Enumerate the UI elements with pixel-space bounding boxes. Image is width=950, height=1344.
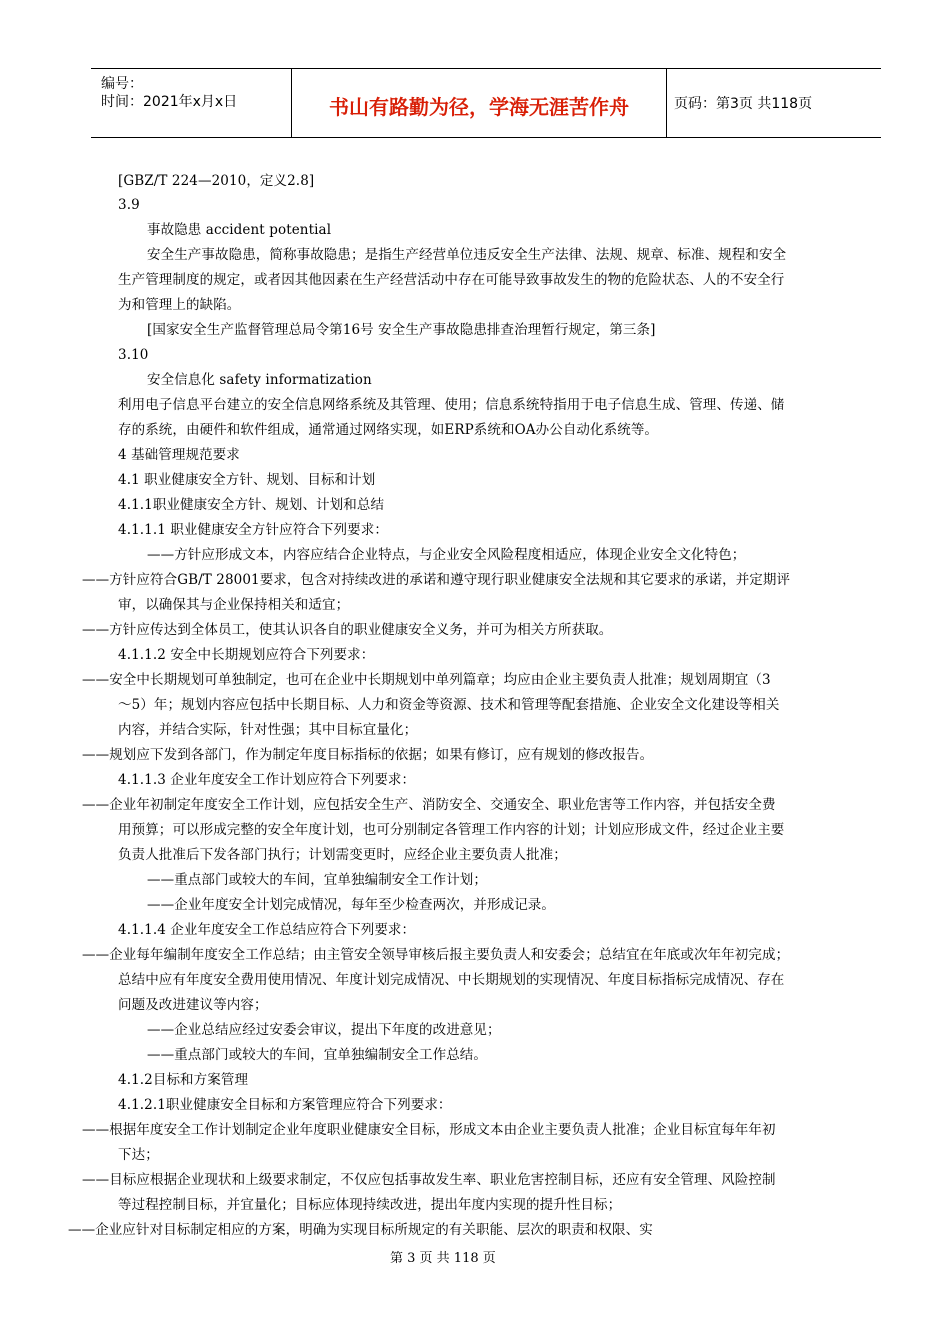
body-line: 4.1.1.1 职业健康安全方针应符合下列要求： (118, 522, 388, 538)
body-line: 4.1.2目标和方案管理 (118, 1072, 249, 1088)
body-line: 3.10 (118, 347, 149, 363)
body-line: ——企业每年编制年度安全工作总结；由主管安全领导审核后报主要负责人和安委会；总结宜在年底或次年年初完成； (82, 947, 790, 963)
body-line: 4.1.2.1职业健康安全目标和方案管理应符合下列要求： (118, 1097, 452, 1113)
serial-label: 编号： (101, 76, 143, 92)
body-line: ——重点部门或较大的车间，宜单独编制安全工作计划； (147, 872, 487, 888)
body-line: ——企业应针对目标制定相应的方案，明确为实现目标所规定的有关职能、层次的职责和权限、实 (68, 1222, 653, 1238)
body-line: 用预算；可以形成完整的安全年度计划，也可分别制定各管理工作内容的计划；计划应形成文件，经过企业主要 (118, 822, 785, 838)
body-line: 安全生产事故隐患，简称事故隐患；是指生产经营单位违反安全生产法律、法规、规章、标准、规程和安全 (147, 247, 787, 263)
body-line: 总结中应有年度安全费用使用情况、年度计划完成情况、中长期规划的实现情况、年度目标指标完成情况、存在 (118, 972, 785, 988)
body-line: ——安全中长期规划可单独制定，也可在企业中长期规划中单列篇章；均应由企业主要负责人批准；规划周期宜（3 (82, 672, 771, 688)
time-label: 时间：2021年x月x日 (101, 94, 238, 110)
body-line: ～5）年；规划内容应包括中长期目标、人力和资金等资源、技术和管理等配套措施、企业安全文化建设等相关 (118, 697, 780, 713)
body-line: ——根据年度安全工作计划制定企业年度职业健康安全目标，形成文本由企业主要负责人批准；企业目标宜每年年初 (82, 1122, 776, 1138)
body-line: [GBZ/T 224—2010，定义2.8] (118, 173, 315, 189)
body-line: ——企业年初制定年度安全工作计划，应包括安全生产、消防安全、交通安全、职业危害等工作内容，并包括安全费 (82, 797, 776, 813)
body-line: 4.1.1.4 企业年度安全工作总结应符合下列要求： (118, 922, 416, 938)
body-line: 问题及改进建议等内容； (118, 997, 268, 1013)
body-line: 内容，并结合实际，针对性强；其中目标宜量化； (118, 722, 418, 738)
body-line: 等过程控制目标，并宜量化；目标应体现持续改进，提出年度内实现的提升性目标； (118, 1197, 622, 1213)
body-line: ——方针应形成文本，内容应结合企业特点，与企业安全风险程度相适应，体现企业安全文化特色； (147, 547, 746, 563)
page-code: 页码：第3页 共118页 (674, 96, 813, 112)
body-line: 审，以确保其与企业保持相关和适宜； (118, 597, 350, 613)
body-line: 负责人批准后下发各部门执行；计划需变更时，应经企业主要负责人批准； (118, 847, 567, 863)
body-line: ——企业年度安全计划完成情况，每年至少检查两次，并形成记录。 (147, 897, 555, 913)
motto-text: 书山有路勤为径，学海无涯苦作舟 (329, 95, 629, 119)
body-line: 4.1.1.2 安全中长期规划应符合下列要求： (118, 647, 375, 663)
body-line: 4.1 职业健康安全方针、规划、目标和计划 (118, 472, 376, 488)
body-line: 为和管理上的缺陷。 (118, 297, 241, 313)
body-line: 4 基础管理规范要求 (118, 447, 240, 463)
body-line: [国家安全生产监督管理总局令第16号 安全生产事故隐患排查治理暂行规定，第三条] (147, 322, 656, 338)
header-motto-cell (291, 69, 667, 137)
body-line: ——方针应符合GB/T 28001要求，包含对持续改进的承诺和遵守现行职业健康安全法规和其它要求的承诺，并定期评 (82, 572, 791, 588)
body-line: 4.1.1.3 企业年度安全工作计划应符合下列要求： (118, 772, 416, 788)
body-line: ——目标应根据企业现状和上级要求制定，不仅应包括事故发生率、职业危害控制目标，还应有安全管理、风险控制 (82, 1172, 776, 1188)
page-footer: 第 3 页 共 118 页 (390, 1251, 496, 1266)
body-line: ——方针应传达到全体员工，使其认识各自的职业健康安全义务，并可为相关方所获取。 (82, 622, 613, 638)
body-line: 3.9 (118, 197, 140, 213)
body-line: ——企业总结应经过安委会审议，提出下年度的改进意见； (147, 1022, 501, 1038)
body-line: 事故隐患 accident potential (147, 222, 332, 238)
header-page-cell (666, 69, 881, 137)
body-line: 4.1.1职业健康安全方针、规划、计划和总结 (118, 497, 385, 513)
page-header (91, 68, 881, 138)
body-line: 生产管理制度的规定，或者因其他因素在生产经营活动中存在可能导致事故发生的物的危险状态、人的不安全行 (118, 272, 785, 288)
body-line: 下达； (118, 1147, 159, 1163)
header-info-cell (91, 69, 291, 137)
body-line: 利用电子信息平台建立的安全信息网络系统及其管理、使用；信息系统特指用于电子信息生成、管理、传递、储 (118, 397, 785, 413)
body-line: 存的系统，由硬件和软件组成，通常通过网络实现，如ERP系统和OA办公自动化系统等。 (118, 422, 659, 438)
body-line: ——重点部门或较大的车间，宜单独编制安全工作总结。 (147, 1047, 487, 1063)
body-line: 安全信息化 safety informatization (147, 372, 372, 388)
body-line: ——规划应下发到各部门，作为制定年度目标指标的依据；如果有修订，应有规划的修改报告。 (82, 747, 654, 763)
